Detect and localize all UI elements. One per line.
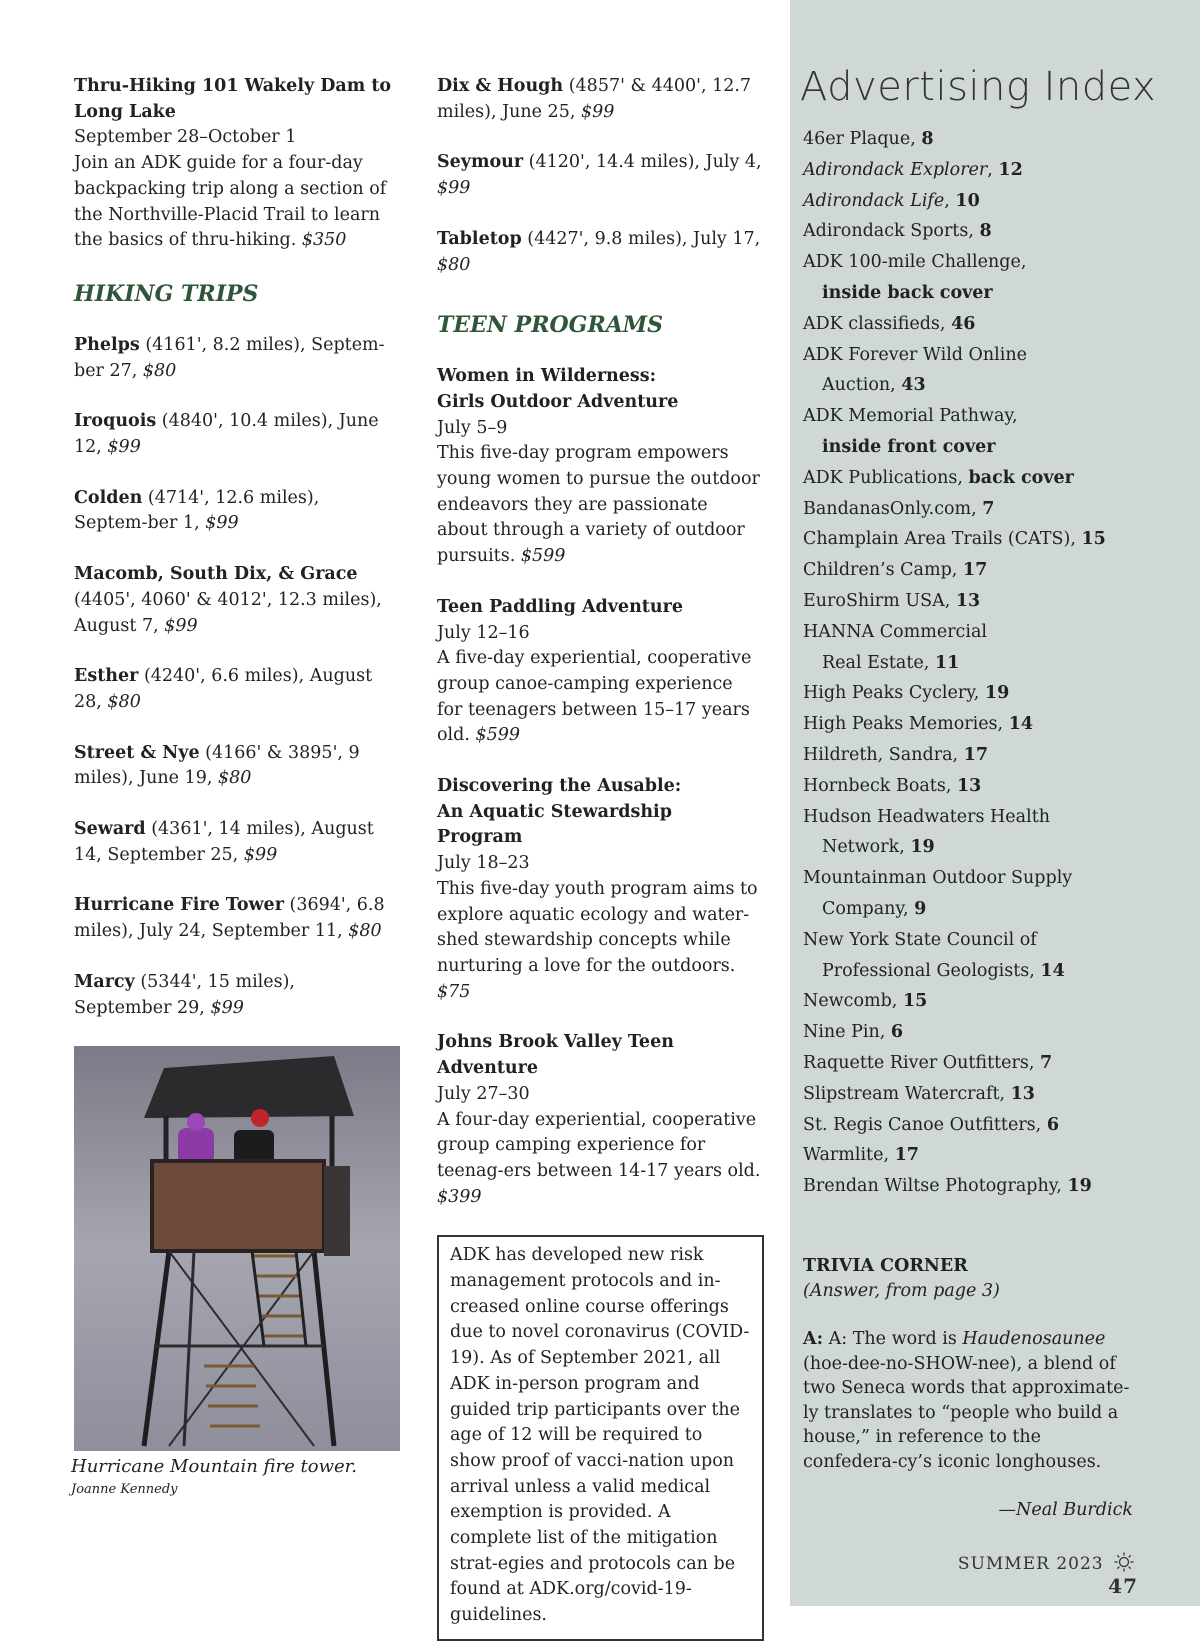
index-item: High Peaks Cyclery, 19: [803, 683, 1010, 704]
trip-entry: [74, 893, 396, 944]
trip-price: $99: [437, 178, 471, 199]
index-item-name: Raquette River Outfitters: [803, 1052, 1029, 1073]
thru-hiking-desc: Join an ADK guide for a four-day backpacking trip along a section of the Northville-Placid Trail to learn the basics of thru-hiking.: [74, 153, 387, 251]
trip-entry: [74, 664, 396, 715]
index-item-name: ADK Memorial Pathway: [803, 406, 1012, 427]
index-item-continued: [803, 432, 1143, 463]
index-item: Brendan Wiltse Photography, 19: [803, 1176, 1092, 1197]
trip-detail: (4166' & 3895', 9 miles), June 19,: [74, 742, 360, 789]
index-item-page: 12: [998, 159, 1023, 180]
index-item-continued: Professional Geologists, 14: [822, 960, 1065, 981]
index-item-page: 13: [956, 775, 982, 796]
index-item-continued: Network, 19: [822, 837, 935, 858]
index-item-page: 17: [962, 560, 988, 581]
index-item-page: inside back cover: [822, 282, 993, 303]
index-item: ADK 100-mile Challenge,: [803, 252, 1027, 273]
index-item-name: Adirondack Life: [803, 190, 945, 211]
index-item-page: 19: [984, 683, 1010, 704]
trip-detail: (4361', 14 miles), August 14, September 25,: [74, 819, 374, 865]
index-item-name: Network: [822, 837, 900, 858]
trip-price: $80: [348, 921, 382, 942]
program-desc: This five-day program empowers young women to pursue the outdoor endeavors they are passionate about through a variety of outdoor pursuits.: [437, 443, 760, 567]
trip-entry: [74, 817, 396, 868]
index-item-name: Adirondack Sports: [803, 221, 969, 242]
index-item: High Peaks Memories, 14: [803, 714, 1034, 735]
trip-name: Seward: [74, 819, 146, 840]
index-item-page: 7: [982, 498, 995, 519]
program-dates: July 12–16: [437, 622, 530, 643]
index-item: 46er Plaque, 8: [803, 129, 934, 149]
index-item-name: High Peaks Memories: [803, 714, 998, 735]
trip-detail: (5344', 15 miles), September 29,: [74, 971, 295, 1018]
program-price: $399: [437, 1186, 482, 1207]
index-item-page: 17: [963, 744, 989, 765]
trip-name: Iroquois: [74, 411, 157, 432]
index-item: Warmlite, 17: [803, 1145, 919, 1166]
index-item: Slipstream Watercraft, 13: [803, 1083, 1035, 1104]
index-item: [803, 340, 1143, 371]
index-item-name: New York State Council of: [803, 929, 1037, 950]
trivia-answer-label: A:: [803, 1329, 824, 1349]
trip-name: Street & Nye: [74, 742, 200, 763]
program-title: Discovering the Ausable:: [437, 776, 682, 797]
program-subtitle: Girls Outdoor Adventure: [437, 391, 679, 412]
trivia-author: —Neal Burdick: [998, 1500, 1133, 1520]
index-item-continued: Real Estate, 11: [822, 652, 960, 673]
index-item-name: Brendan Wiltse Photography: [803, 1176, 1057, 1197]
trip-detail: (3694', 6.8 miles), July 24, September 11,: [74, 895, 385, 942]
trip-price: $80: [217, 768, 252, 789]
index-item: Hornbeck Boats, 13: [803, 775, 982, 796]
trivia-heading: TRIVIA CORNER: [803, 1256, 968, 1276]
index-item-name: Professional Geologists: [822, 960, 1030, 981]
index-item-page: 8: [979, 221, 992, 242]
index-item: Newcomb, 15: [803, 991, 928, 1012]
index-item-name: ADK Publications: [803, 467, 958, 488]
photo-credit: Joanne Kennedy: [71, 1482, 178, 1498]
trip-detail: (4857' & 4400', 12.7 miles), June 25,: [437, 76, 752, 122]
program-price: $75: [437, 981, 471, 1002]
hiking-trips-list: [74, 333, 396, 1021]
index-item-page: 19: [1067, 1176, 1092, 1197]
trip-name: Hurricane Fire Tower: [74, 895, 284, 916]
trip-detail: (4840', 10.4 miles), June 12,: [74, 411, 379, 458]
index-item: St. Regis Canoe Outfitters, 6: [803, 1114, 1059, 1135]
index-item-page: 46: [951, 313, 976, 334]
index-item-page: 8: [921, 129, 934, 149]
index-item-page: 19: [910, 837, 935, 858]
trip-name: Colden: [74, 487, 143, 508]
index-item-name: Children’s Camp: [803, 560, 952, 581]
trip-entry: [74, 486, 396, 537]
index-item-name: Slipstream Watercraft: [803, 1083, 1000, 1104]
trip-detail: (4714', 12.6 miles), Septem-ber 1,: [74, 487, 320, 534]
index-item-name: Hudson Headwaters Health: [803, 806, 1050, 827]
trip-name: Dix & Hough: [437, 76, 564, 96]
teen-programs-list: [437, 364, 763, 1210]
trivia-answer-post: (hoe-dee-no-SHOW-nee), a blend of two Seneca words that approximate-ly translates to “people who build a house,” in reference to the confedera-cy’s iconic longhouses.: [803, 1353, 1130, 1472]
index-item: ADK Memorial Pathway,: [803, 406, 1018, 427]
trip-name: Phelps: [74, 334, 140, 355]
index-item-name: ADK 100-mile Challenge: [803, 252, 1021, 273]
trip-detail: (4427', 9.8 miles), July 17,: [527, 228, 761, 249]
thru-hiking-dates: September 28–October 1: [74, 127, 297, 148]
program-title: Women in Wilderness:: [437, 366, 657, 387]
index-item: [803, 863, 1143, 894]
trip-detail: (4161', 8.2 miles), Septem-ber 27,: [74, 334, 385, 381]
program-price: $599: [475, 725, 521, 746]
index-item-name: Auction: [822, 375, 891, 396]
index-item-page: 13: [955, 590, 981, 611]
program-title: Teen Paddling Adventure: [437, 596, 683, 617]
trivia-answer-pre: A: The word is: [828, 1329, 957, 1349]
trip-price: $80: [142, 360, 177, 381]
trip-name: Seymour: [437, 152, 524, 173]
index-item-name: EuroShirm USA: [803, 590, 945, 611]
covid-notice-text: ADK has developed new risk management protocols and in-creased online course offerings due to novel coronavirus (COVID-19). As of September 2021, all ADK in-person program and guided trip participants over the age of 12 will be required to show proof of vacci-nation upon arrival unless a valid medical exemption is provided. A complete list of the mitigation strat-egies and protocols can be found at ADK.org/covid-19-guidelines.: [450, 1245, 750, 1626]
index-item: Adirondack Life, 10: [803, 190, 980, 211]
trip-detail: (4120', 14.4 miles), July 4,: [528, 152, 762, 173]
index-item-name: High Peaks Cyclery: [803, 683, 974, 704]
hiking-trips-list-continued: [437, 74, 763, 278]
index-item-name: ADK Forever Wild Online: [803, 344, 1027, 365]
trip-price: $80: [107, 691, 141, 712]
index-item-continued: Auction, 43: [822, 375, 926, 396]
trip-name: Marcy: [74, 971, 135, 992]
index-item-name: 46er Plaque: [803, 129, 911, 149]
index-item-name: Warmlite: [803, 1145, 884, 1166]
program-subtitle: An Aquatic Stewardship Program: [437, 801, 672, 848]
index-item: BandanasOnly.com, 7: [803, 498, 995, 519]
index-item: ADK classifieds, 46: [803, 313, 976, 334]
program-title: Johns Brook Valley Teen Adventure: [437, 1032, 674, 1079]
index-item-name: Hornbeck Boats: [803, 775, 946, 796]
index-item-page: 17: [894, 1145, 919, 1166]
trip-detail: (4405', 4060' & 4012', 12.3 miles), August 7,: [74, 589, 382, 636]
advertising-index-title: Advertising Index: [800, 64, 1157, 110]
thru-hiking-price: $350: [301, 230, 347, 251]
index-item: Nine Pin, 6: [803, 1022, 904, 1043]
index-item: [803, 925, 1143, 956]
trip-entry: [74, 970, 396, 1021]
trip-price: $99: [580, 101, 615, 122]
index-item-page: 14: [1040, 960, 1065, 981]
index-item: Adirondack Sports, 8: [803, 221, 992, 242]
index-item-page: 6: [890, 1022, 904, 1043]
program-entry: [437, 1030, 763, 1210]
index-item-page: 15: [1081, 529, 1106, 550]
trip-price: $99: [107, 437, 141, 458]
page-footer: [928, 1552, 1138, 1598]
trip-entry: [74, 741, 396, 792]
covid-notice-box: [437, 1235, 764, 1641]
index-item-name: Newcomb: [803, 991, 892, 1012]
trivia-answer: [803, 1327, 1133, 1474]
index-item: Adirondack Explorer, 12: [803, 159, 1023, 180]
index-item-name: Real Estate: [822, 652, 924, 673]
trip-price: $99: [210, 997, 244, 1018]
index-item-name: St. Regis Canoe Outfitters: [803, 1114, 1036, 1135]
trip-price: $99: [205, 513, 239, 534]
index-item-continued: Company, 9: [822, 898, 927, 919]
program-price: $599: [520, 546, 566, 567]
trip-entry: [74, 562, 396, 639]
index-item-page: inside front cover: [822, 436, 996, 457]
index-item-page: 13: [1010, 1083, 1035, 1104]
index-item-page: 7: [1040, 1052, 1053, 1073]
program-entry: [437, 595, 763, 749]
index-item-page: 43: [901, 375, 926, 396]
index-item-name: Hildreth, Sandra: [803, 744, 953, 765]
program-dates: July 5–9: [437, 417, 508, 438]
page-number: 47: [1108, 1574, 1138, 1598]
teen-programs-heading: TEEN PROGRAMS: [437, 312, 664, 339]
column-middle: [437, 74, 763, 1641]
index-item-name: Nine Pin: [803, 1022, 880, 1043]
index-item-name: Company: [822, 898, 903, 919]
index-item-page: 14: [1008, 714, 1034, 735]
index-item: Hildreth, Sandra, 17: [803, 744, 989, 765]
trip-entry: [437, 74, 763, 125]
program-desc: This five-day youth program aims to explore aquatic ecology and water-shed stewardship concepts while nurturing a love for the outdoors.: [437, 878, 758, 976]
index-item: Raquette River Outfitters, 7: [803, 1052, 1053, 1073]
trip-price: $99: [243, 844, 278, 865]
index-item-page: 9: [914, 898, 927, 919]
trip-entry: [437, 227, 763, 278]
sun-icon: [1114, 1552, 1134, 1572]
trip-price: $80: [437, 254, 471, 275]
index-item-name: Adirondack Explorer: [803, 159, 988, 180]
trip-name: Tabletop: [437, 228, 522, 249]
index-item: [803, 617, 1143, 648]
index-item-name: Mountainman Outdoor Supply: [803, 868, 1073, 889]
index-item-page: 10: [955, 190, 980, 211]
index-item-page: 11: [934, 652, 960, 673]
program-entry: [437, 364, 763, 570]
index-item-name: HANNA Commercial: [803, 621, 987, 642]
program-desc: A five-day experiential, cooperative group canoe-camping experience for teenagers between 15–17 years old.: [437, 648, 752, 746]
trivia-subheading: (Answer, from page 3): [803, 1280, 1000, 1301]
index-item-name: ADK classifieds: [803, 313, 940, 334]
trip-entry: [74, 409, 396, 460]
index-item: Champlain Area Trails (CATS), 15: [803, 529, 1106, 550]
hiking-trips-heading: HIKING TRIPS: [74, 280, 259, 307]
trivia-answer-term: Haudenosaunee: [962, 1329, 1106, 1349]
index-item-name: Champlain Area Trails (CATS): [803, 529, 1071, 550]
photo-caption: Hurricane Mountain fire tower.: [71, 1456, 357, 1478]
thru-hiking-entry: [74, 74, 396, 254]
index-item: ADK Publications, back cover: [803, 467, 1074, 488]
trip-detail: (4240', 6.6 miles), August 28,: [74, 666, 373, 712]
trip-entry: [437, 150, 763, 201]
index-item-page: 15: [902, 991, 928, 1012]
index-item-continued: [803, 278, 1143, 309]
thru-hiking-title: Thru-Hiking 101 Wakely Dam to Long Lake: [74, 76, 392, 122]
program-desc: A four-day experiential, cooperative group camping experience for teenag-ers between 14-17 years old.: [437, 1109, 761, 1181]
index-item: EuroShirm USA, 13: [803, 590, 981, 611]
index-item: [803, 802, 1143, 833]
index-item: Children’s Camp, 17: [803, 560, 988, 581]
program-entry: [437, 774, 763, 1005]
trivia-corner: [803, 1254, 1133, 1523]
trip-price: $99: [164, 615, 198, 636]
index-item-name: BandanasOnly.com: [803, 498, 972, 519]
trip-name: Esther: [74, 666, 139, 687]
index-item-page: back cover: [968, 467, 1074, 488]
trip-entry: [74, 333, 396, 384]
program-dates: July 18–23: [437, 853, 530, 874]
trip-name: Macomb, South Dix, & Grace: [74, 564, 358, 585]
advertising-index-list: [803, 124, 1143, 1202]
fire-tower-photo: [74, 1046, 400, 1451]
issue-label: SUMMER 2023: [957, 1554, 1104, 1574]
index-item-page: 6: [1046, 1114, 1059, 1135]
program-dates: July 27–30: [437, 1083, 530, 1104]
column-left: [71, 74, 396, 1499]
